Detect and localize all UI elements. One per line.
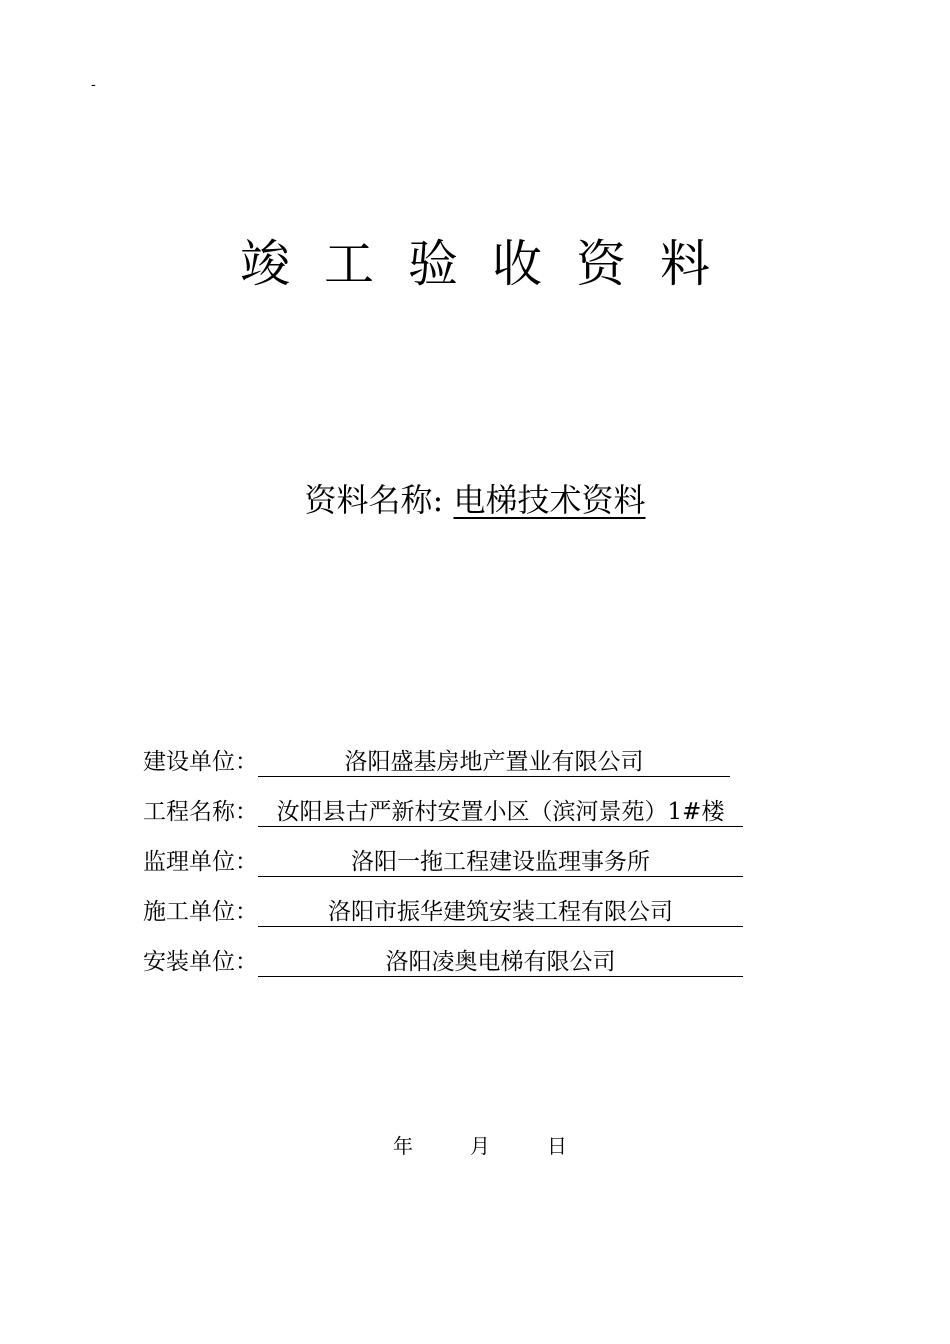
installation-unit-label: 安装单位： bbox=[143, 949, 258, 975]
supervision-unit-label: 监理单位： bbox=[143, 849, 258, 875]
construction-unit-row bbox=[143, 728, 783, 778]
date-day: 日 bbox=[547, 1134, 567, 1158]
date-row bbox=[393, 1132, 567, 1160]
installation-unit-value: 洛阳凌奥电梯有限公司 bbox=[258, 946, 743, 978]
page-title: 竣工验收资料 bbox=[240, 235, 744, 293]
contractor-unit-row bbox=[143, 878, 783, 928]
project-name-label: 工程名称： bbox=[143, 799, 258, 825]
document-name-label: 资料名称: bbox=[304, 481, 444, 519]
installation-unit-row bbox=[143, 928, 783, 978]
document-name-row bbox=[0, 478, 950, 522]
contractor-unit-value: 洛阳市振华建筑安装工程有限公司 bbox=[258, 896, 743, 928]
project-name-value: 汝阳县古严新村安置小区（滨河景苑）1#楼 bbox=[258, 796, 743, 828]
document-name-value: 电梯技术资料 bbox=[453, 481, 646, 519]
supervision-unit-row bbox=[143, 828, 783, 878]
supervision-unit-value: 洛阳一拖工程建设监理事务所 bbox=[258, 846, 743, 878]
corner-mark: - bbox=[91, 77, 96, 93]
construction-unit-value: 洛阳盛基房地产置业有限公司 bbox=[258, 746, 730, 778]
contractor-unit-label: 施工单位： bbox=[143, 899, 258, 925]
date-year: 年 bbox=[393, 1134, 413, 1158]
date-month: 月 bbox=[470, 1134, 490, 1158]
project-info-block bbox=[143, 728, 783, 978]
construction-unit-label: 建设单位： bbox=[143, 749, 258, 775]
project-name-row bbox=[143, 778, 783, 828]
